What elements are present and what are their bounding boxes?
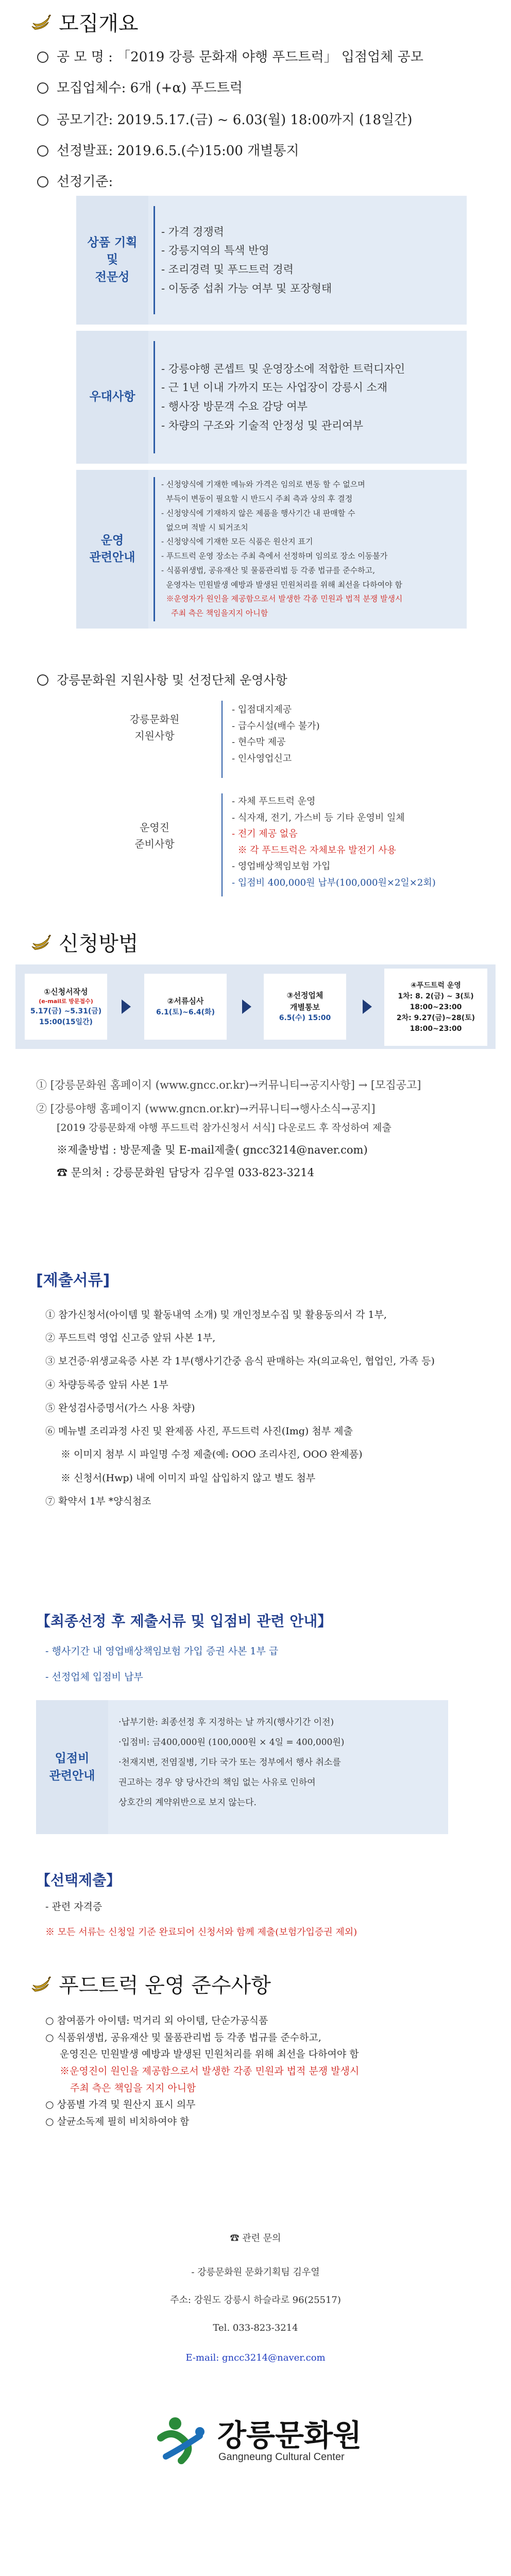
circle-icon [37,114,48,126]
recruit-text: 모집업체수: 6개 (+α) 푸드트럭 [57,80,243,96]
apply-line-3: [2019 강릉문화재 야행 푸드트럭 참가신청서 서식] 다운로드 후 작성하여 제출 [57,1122,391,1133]
circle-icon [37,176,48,188]
banana-icon [30,932,53,953]
criteria-row-preference [76,331,467,464]
step-4: ④푸드트럭 운영 1차: 8. 2(금) ~ 3(토) 18:00~23:00 2차: 9.27(금)~28(토) 18:00~23:00 [384,969,487,1046]
support-heading: 강릉문화원 지원사항 및 선정단체 운영사항 [37,670,287,688]
divider [154,341,155,453]
recruit-text: 선정발표: 2019.6.5.(수)15:00 개별통지 [57,143,299,159]
arrow-right-icon [122,999,131,1014]
recruit-line-1 [37,46,423,65]
step-1: ①신청서작성 (e-mail로 방문접수) 5.17(금) ~5.31(금) 15:00(15일간) [25,974,107,1040]
circle-icon [37,82,48,94]
logo [150,2407,367,2474]
optional-line-1: - 관련 자격증 [45,1901,103,1912]
logo-subtitle: Gangneung Cultural Center [218,2451,345,2463]
section-title-text: 모집개요 [59,12,139,36]
apply-line-1: ① [강릉문화원 홈페이지 (www.gncc.or.kr)→커뮤니티→공지사항] → [모집공고] [36,1079,421,1091]
contact-heading: ☎ 관련 문의 [230,2233,281,2244]
section-title-text: 신청방법 [59,932,139,956]
contact-tel: Tel. 033-823-3214 [213,2323,298,2333]
contact-address: 주소: 강원도 강릉시 하슬라로 96(25517) [170,2295,341,2306]
contact-team: - 강릉문화원 문화기획팀 김우열 [191,2267,320,2278]
recruit-text: 공모기간: 2019.5.17.(금) ~ 6.03(월) 18:00까지 (18일간) [57,112,413,128]
banana-icon [30,1974,53,1994]
final-line-2: - 선정업체 입점비 납부 [45,1671,143,1683]
recruit-line-2 [37,77,243,96]
logo-name: 강릉문화원 [217,2418,362,2453]
criteria-items: - 가격 경쟁력 - 강릉지역의 특색 반영 - 조리경력 및 푸드트럭 경력 - 이동중 섭취 가능 여부 및 포장형태 [161,225,332,295]
criteria-items: - 신청양식에 기재한 메뉴와 가격은 임의로 변동 할 수 없으며 부득이 변동이 필요할 시 반드시 주최 측과 상의 후 결정 - 신청양식에 기재하지 않은 제품을 행사기간 내 판매할 수 없으며 적발 시 퇴거조치 - 신청양식에 기재한 모든 식품은 원산지 표기 - 푸드트럭 운영 장소는 주최 측에서 선정하며 임의로 장소 이동불가 - 식품위생법, 공유재산 및 물품관리법 등 각종 법규를 준수하고, 운영자는 민원발생 예방과 발생된 민원처리를 위해 최선을 다하여야 함 ※운영자가 원인을 제공함으로서 발생한 각종 민원과 법적 분쟁 발생시 주최 측은 책임을지지 아니함 [161,480,403,618]
apply-line-2: ② [강릉야행 홈페이지 (www.gncn.or.kr)→커뮤니티→행사소식→공지] [36,1103,376,1115]
apply-line-5: ☎ 문의처 : 강릉문화원 담당자 김우열 033-823-3214 [57,1166,314,1179]
rules-list: ○ 참여품가 아이템: 먹거리 외 아이템, 단순가공식품 ○ 식품위생법, 공유재산 및 물품관리법 등 각종 법규를 준수하고, 운영진은 민원발생 예방과 발생된 민원처리를 위해 최선을 다하여야 함 ※운영진이 원인을 제공함으로서 발생한 각종 민원과 법적 분쟁 발생시 주최 측은 책임을 지지 아니함 ○ 상품별 가격 및 원산지 표시 의무 ○ 살균소독제 필히 비치하여야 함 [45,2015,360,2128]
divider [222,701,223,778]
apply-line-4: ※제출방법 : 방문제출 및 E-mail제출( gncc3214@naver.com) [57,1144,368,1156]
fee-panel [36,1700,448,1834]
criteria-row-operation [76,470,467,629]
support-label: 강릉문화원 지원사항 [129,713,180,742]
prep-items: - 자체 푸드트럭 운영 - 식자재, 전기, 가스비 등 기타 운영비 일체 - 전기 제공 없음 ※ 각 푸드트럭은 자체보유 발전기 사용 - 영업배상책임보험 가입 - 입점비 400,000원 납부(100,000원×2일×2회) [232,796,436,888]
divider [154,206,155,314]
support-items: - 입점대지제공 - 급수시설(배수 불가) - 현수막 제공 - 인사영업신고 [232,704,320,764]
optional-title: 【선택제출】 [36,1872,121,1889]
circle-icon [37,52,48,63]
submit-docs-list: ① 참가신청서(아이템 및 활동내역 소개) 및 개인정보수집 및 활용동의서 각 1부, ② 푸드트럭 영업 신고증 앞뒤 사본 1부, ③ 보건증·위생교육증 사본 각 1부(행사기간중 음식 판매하는 자(의교육인, 협업인, 가족 등) ④ 차량등록증 앞뒤 사본 1부 ⑤ 완성검사증명서(가스 사용 차량) ⑥ 메뉴별 조리과정 사진 및 완제품 사진, 푸드트럭 사진(Img) 첨부 제출 ※ 이미지 첨부 시 파일명 수정 제출(예: OOO 조리사진, OOO 완제품) ※ 신청서(Hwp) 내에 이미지 파일 삽입하지 않고 별도 첨부 ⑦ 확약서 1부 *양식첨조 [45,1309,435,1507]
recruit-text: 공 모 명 : 「2019 강릉 문화재 야행 푸드트럭」 입점업체 공모 [57,49,423,65]
divider [154,477,155,621]
fee-items: ·납부기한: 최종선정 후 지정하는 날 까지(행사기간 이전) ·입점비: 금400,000원 (100,000원 × 4일 = 400,000원) ·천재지변, 전염질병, 기타 국가 또는 정부에서 행사 취소를 권고하는 경우 양 당사간의 책임 없는 사유로 인하여 상호간의 계약위반으로 보지 않는다. [118,1717,345,1808]
final-line-1: - 행사기간 내 영업배상책임보험 가입 증권 사본 1부 급 [45,1646,279,1657]
recruit-line-4 [37,140,299,159]
step-3: ③선정업체 개별통보 6.5(수) 15:00 [264,974,346,1040]
criteria-label: 우대사항 [76,331,148,464]
optional-line-2: ※ 모든 서류는 신청일 기준 완료되어 신청서와 함께 제출(보험가입증권 제외) [45,1927,357,1938]
submit-docs-title: [제출서류] [36,1272,110,1290]
section-title-rules [30,1969,271,1998]
section-title-recruit [30,7,139,37]
prep-label: 운영진 준비사항 [134,821,175,850]
final-docs-title: 【최종선정 후 제출서류 및 입점비 관련 안내】 [36,1613,332,1630]
recruit-line-3 [37,109,412,128]
criteria-row-expertise [76,196,467,325]
arrow-right-icon [242,999,251,1014]
section-title-text: 푸드트럭 운영 준수사항 [59,1974,271,1997]
criteria-label: 상품 기획 및 전문성 [76,196,148,325]
divider [222,793,223,896]
step-2: ②서류심사 6.1(토)~6.4(화) [144,974,227,1040]
recruit-text: 선정기준: [57,174,113,190]
criteria-panel [76,196,467,629]
section-title-apply [30,927,139,957]
fee-label: 입점비 관련안내 [36,1700,108,1834]
logo-mark-icon [150,2407,212,2469]
arrow-right-icon [363,999,372,1014]
criteria-items: - 강릉야행 콘셉트 및 운영장소에 적합한 트럭디자인 - 근 1년 이내 가까지 또는 사업장이 강릉시 소재 - 행사장 방문객 수요 감당 여부 - 차량의 구조와 기술적 안정성 및 관리여부 [161,362,405,432]
recruit-line-5 [37,171,113,190]
banana-icon [30,12,53,32]
circle-icon [37,674,48,686]
circle-icon [37,145,48,157]
criteria-label: 운영 관련안내 [76,470,148,629]
contact-email[interactable]: E-mail: gncc3214@naver.com [185,2352,326,2363]
